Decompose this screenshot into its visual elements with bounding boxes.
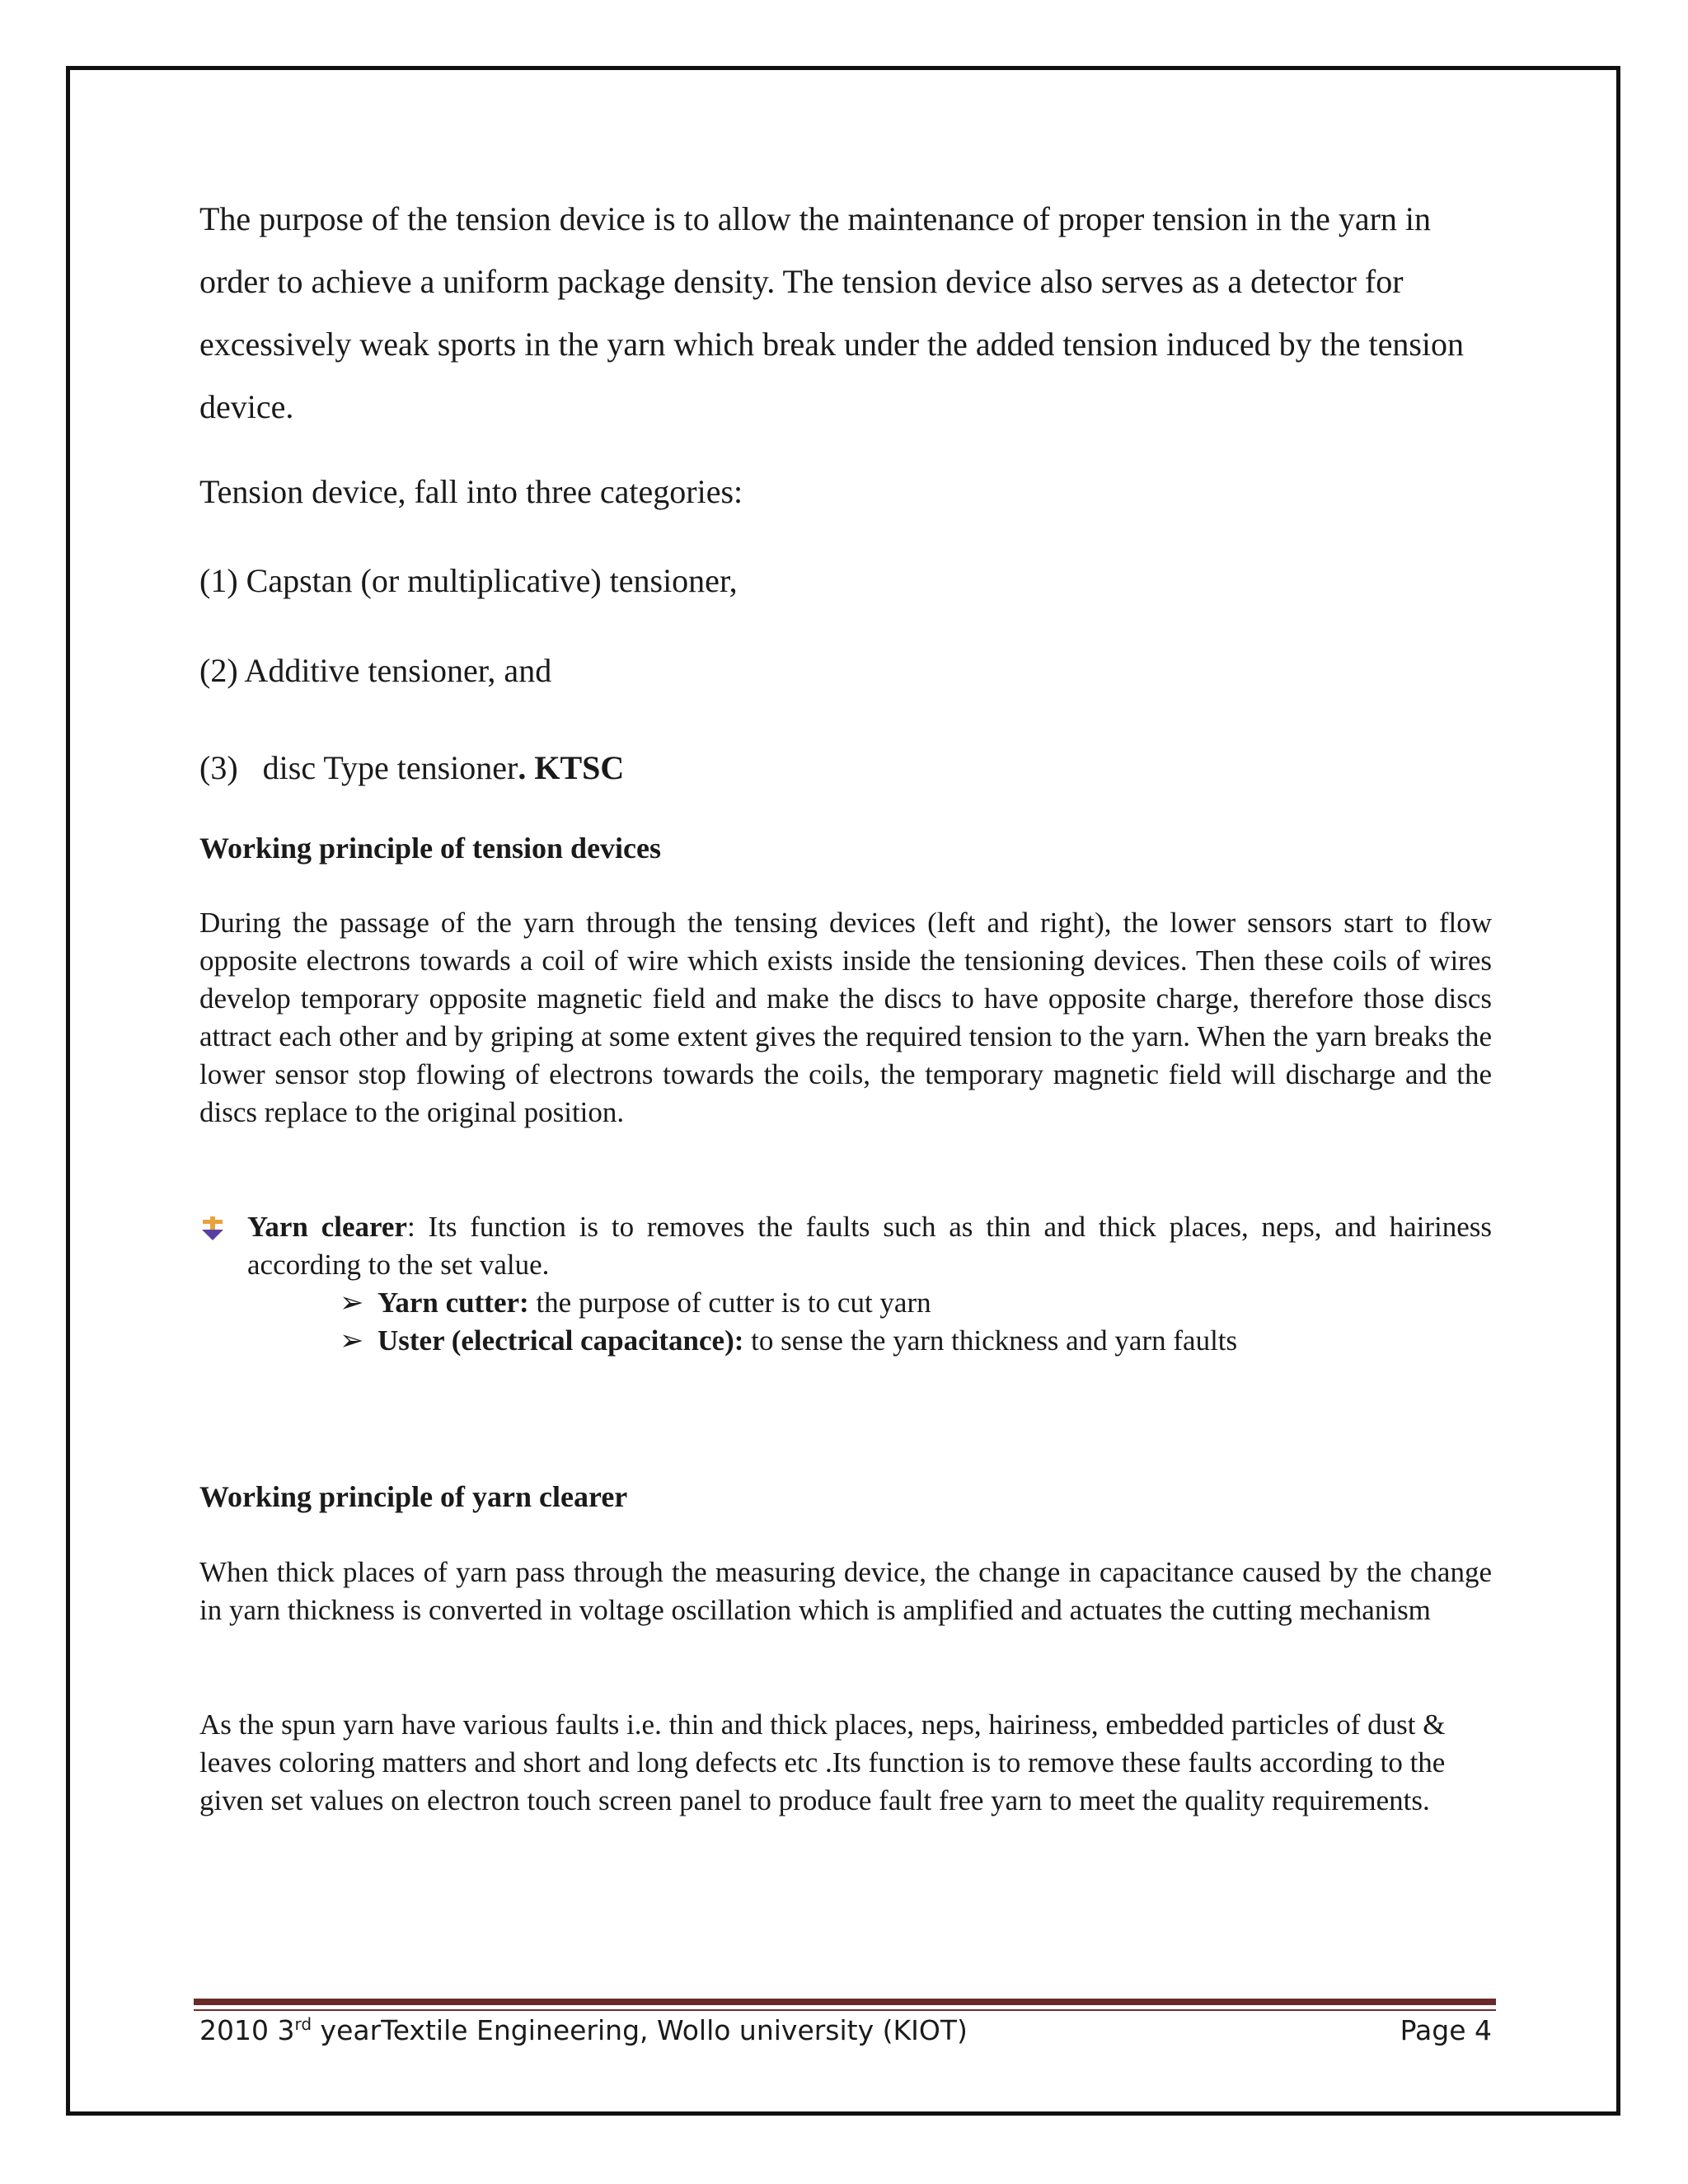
clearer-paragraph-1: When thick places of yarn pass through the measuring device, the change in capacitance caused by the change in yarn thickness is converted in voltage oscillation which is amplified and actuates the cutting mechanism — [199, 1556, 1492, 1626]
clearer-bullet — [199, 1208, 1492, 1284]
arrow-bullet-icon: ➢ — [340, 1324, 364, 1357]
clearer-description: : Its function is to removes the faults such as thin and thick places, neps, and hairiness according to the set value. — [247, 1211, 1492, 1281]
category-item-3-number: (3) — [199, 749, 238, 786]
clearer-paragraph-2: As the spun yarn have various faults i.e. thin and thick places, neps, hairiness, embedded particles of dust & leaves coloring matters and short and long defects etc .Its function is to remove these faults according to the given set values on electron touch screen panel to produce fault free yarn to meet the quality requirements. — [199, 1708, 1446, 1816]
clearer-bullet-text — [247, 1208, 1492, 1284]
footer-course: 2010 3rd yearTextile Engineering, Wollo university (KIOT) — [199, 2014, 968, 2046]
categories-intro: Tension device, fall into three categories: — [199, 473, 743, 510]
category-item-2: (2) Additive tensioner, and — [199, 652, 552, 689]
tension-heading: Working principle of tension devices — [199, 832, 662, 865]
footer-rule — [194, 1999, 1496, 2005]
category-item-3-code: . KTSC — [518, 749, 625, 786]
tension-paragraph: During the passage of the yarn through the tensing devices (left and right), the lower sensors start to flow opposite electrons towards a coil of wire which exists inside the tensioning devices. Then these coils of wires develop temporary opposite magnetic field and make the discs to have opposite charge, therefore those discs attract each other and by griping at some extent gives the required tension to the yarn. When the yarn breaks the lower sensor stop flowing of electrons towards the coils, the temporary magnetic field will discharge and the discs replace to the original position. — [199, 907, 1492, 1128]
sub-item-label: Uster (electrical capacitance): — [377, 1324, 744, 1357]
intro-paragraph: The purpose of the tension device is to allow the maintenance of proper tension in the yarn in order to achieve a uniform package density. The tension device also serves as a detector for excessively weak sports in the yarn which break under the added tension induced by the tension device. — [199, 200, 1465, 425]
category-item-3 — [199, 748, 1492, 787]
bullet-arrow-icon — [199, 1215, 227, 1243]
clearer-heading: Working principle of yarn clearer — [199, 1480, 628, 1513]
clearer-label: Yarn clearer — [247, 1211, 407, 1243]
sub-item-text: the purpose of cutter is to cut yarn — [528, 1286, 931, 1319]
sub-item-label: Yarn cutter: — [377, 1286, 529, 1319]
footer-rule-thin — [194, 2009, 1496, 2011]
category-item-3-text: disc Type tensioner — [262, 749, 518, 786]
sub-item-cutter — [340, 1284, 931, 1322]
category-item-1: (1) Capstan (or multiplicative) tensioner, — [199, 562, 738, 599]
page-number: Page 4 — [1400, 2014, 1492, 2046]
sub-item-text: to sense the yarn thickness and yarn faults — [743, 1324, 1238, 1357]
arrow-bullet-icon: ➢ — [340, 1286, 364, 1319]
sub-item-uster — [340, 1322, 1237, 1360]
